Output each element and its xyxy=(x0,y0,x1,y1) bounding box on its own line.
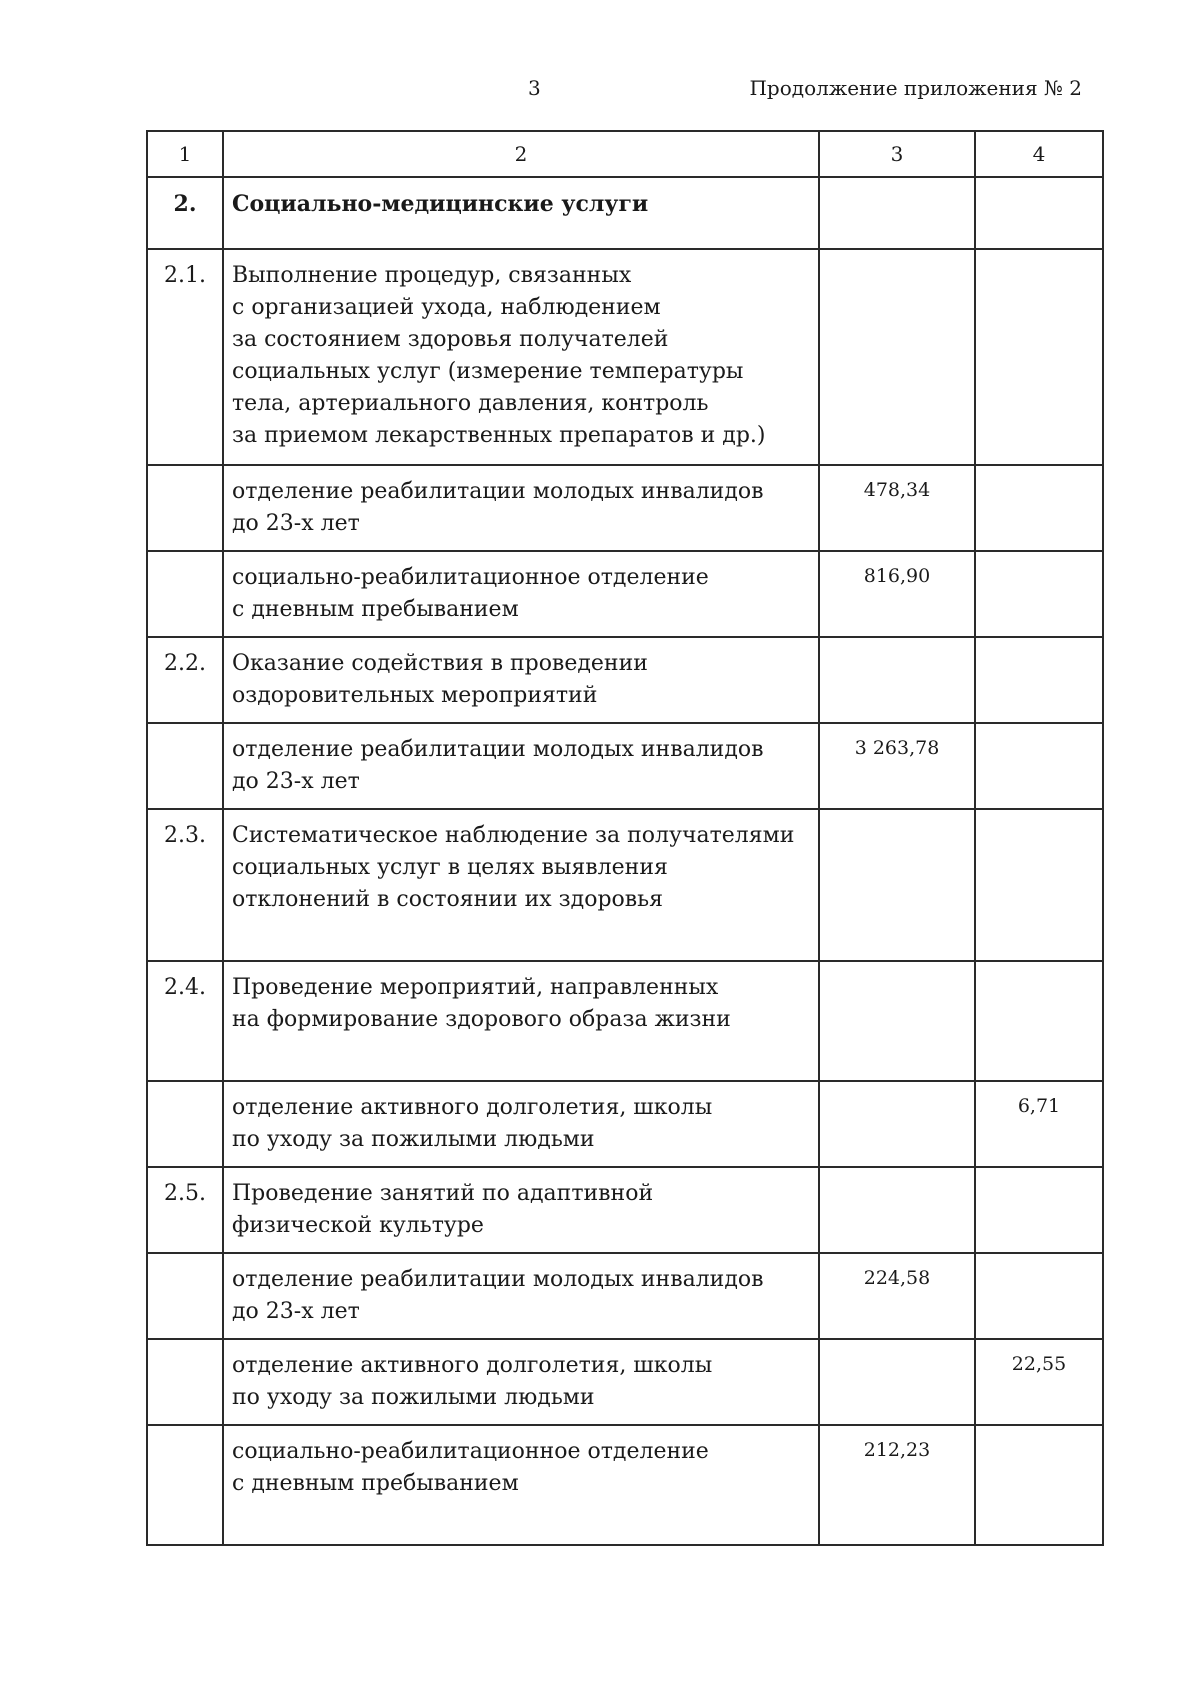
row-description: Оказание содействия в проведении оздоровительных мероприятий xyxy=(223,637,819,723)
row-value-col3 xyxy=(819,1339,975,1425)
table-row xyxy=(147,637,1103,723)
row-number xyxy=(147,723,223,809)
row-value-col3 xyxy=(819,249,975,465)
row-value-col4 xyxy=(975,723,1103,809)
row-value-col4 xyxy=(975,249,1103,465)
row-number xyxy=(147,1253,223,1339)
row-value-col4 xyxy=(975,961,1103,1081)
table-row xyxy=(147,809,1103,961)
column-header-3: 3 xyxy=(819,131,975,177)
row-description: социально-реабилитационное отделение с дневным пребыванием xyxy=(223,1425,819,1545)
column-header-2: 2 xyxy=(223,131,819,177)
row-description: отделение реабилитации молодых инвалидов до 23-х лет xyxy=(223,465,819,551)
row-value-col4 xyxy=(975,551,1103,637)
table-row xyxy=(147,1167,1103,1253)
row-value-col4 xyxy=(975,177,1103,249)
row-number: 2.2. xyxy=(147,637,223,723)
row-description: Социально-медицинские услуги xyxy=(223,177,819,249)
table-row xyxy=(147,551,1103,637)
row-value-col4 xyxy=(975,465,1103,551)
row-description: Выполнение процедур, связанных с организацией ухода, наблюдением за состоянием здоровья получателей социальных услуг (измерение температуры тела, артериального давления, контроль за приемом лекарственных препаратов и др.) xyxy=(223,249,819,465)
row-description: отделение реабилитации молодых инвалидов до 23-х лет xyxy=(223,723,819,809)
row-value-col4: 6,71 xyxy=(975,1081,1103,1167)
row-number: 2.1. xyxy=(147,249,223,465)
table-row xyxy=(147,1081,1103,1167)
row-value-col4 xyxy=(975,1425,1103,1545)
row-description: отделение активного долголетия, школы по уходу за пожилыми людьми xyxy=(223,1081,819,1167)
table-row xyxy=(147,1253,1103,1339)
row-number xyxy=(147,1339,223,1425)
row-value-col4 xyxy=(975,809,1103,961)
row-value-col3 xyxy=(819,809,975,961)
services-table xyxy=(146,130,1104,1546)
table-header-row xyxy=(147,131,1103,177)
row-number: 2. xyxy=(147,177,223,249)
row-value-col3 xyxy=(819,1081,975,1167)
row-value-col4: 22,55 xyxy=(975,1339,1103,1425)
table-row xyxy=(147,1339,1103,1425)
row-value-col3: 3 263,78 xyxy=(819,723,975,809)
table-row xyxy=(147,723,1103,809)
row-description: Проведение занятий по адаптивной физической культуре xyxy=(223,1167,819,1253)
row-value-col4 xyxy=(975,1253,1103,1339)
row-value-col4 xyxy=(975,637,1103,723)
row-description: Проведение мероприятий, направленных на формирование здорового образа жизни xyxy=(223,961,819,1081)
row-number xyxy=(147,551,223,637)
row-number: 2.5. xyxy=(147,1167,223,1253)
row-description: социально-реабилитационное отделение с дневным пребыванием xyxy=(223,551,819,637)
row-value-col3 xyxy=(819,961,975,1081)
row-number xyxy=(147,465,223,551)
row-value-col3 xyxy=(819,177,975,249)
row-description: Систематическое наблюдение за получателями социальных услуг в целях выявления отклонений в состоянии их здоровья xyxy=(223,809,819,961)
row-description: отделение активного долголетия, школы по уходу за пожилыми людьми xyxy=(223,1339,819,1425)
row-value-col3 xyxy=(819,637,975,723)
row-value-col3: 478,34 xyxy=(819,465,975,551)
row-description: отделение реабилитации молодых инвалидов до 23-х лет xyxy=(223,1253,819,1339)
row-number xyxy=(147,1425,223,1545)
row-number xyxy=(147,1081,223,1167)
appendix-continuation-note: Продолжение приложения № 2 xyxy=(749,76,1082,100)
table-row xyxy=(147,249,1103,465)
column-header-4: 4 xyxy=(975,131,1103,177)
column-header-1: 1 xyxy=(147,131,223,177)
row-value-col4 xyxy=(975,1167,1103,1253)
table-row xyxy=(147,465,1103,551)
row-value-col3: 816,90 xyxy=(819,551,975,637)
row-number: 2.3. xyxy=(147,809,223,961)
row-value-col3 xyxy=(819,1167,975,1253)
table-row-section xyxy=(147,177,1103,249)
row-value-col3: 224,58 xyxy=(819,1253,975,1339)
table-row xyxy=(147,961,1103,1081)
table-row xyxy=(147,1425,1103,1545)
row-number: 2.4. xyxy=(147,961,223,1081)
row-value-col3: 212,23 xyxy=(819,1425,975,1545)
page-number: 3 xyxy=(528,76,541,100)
